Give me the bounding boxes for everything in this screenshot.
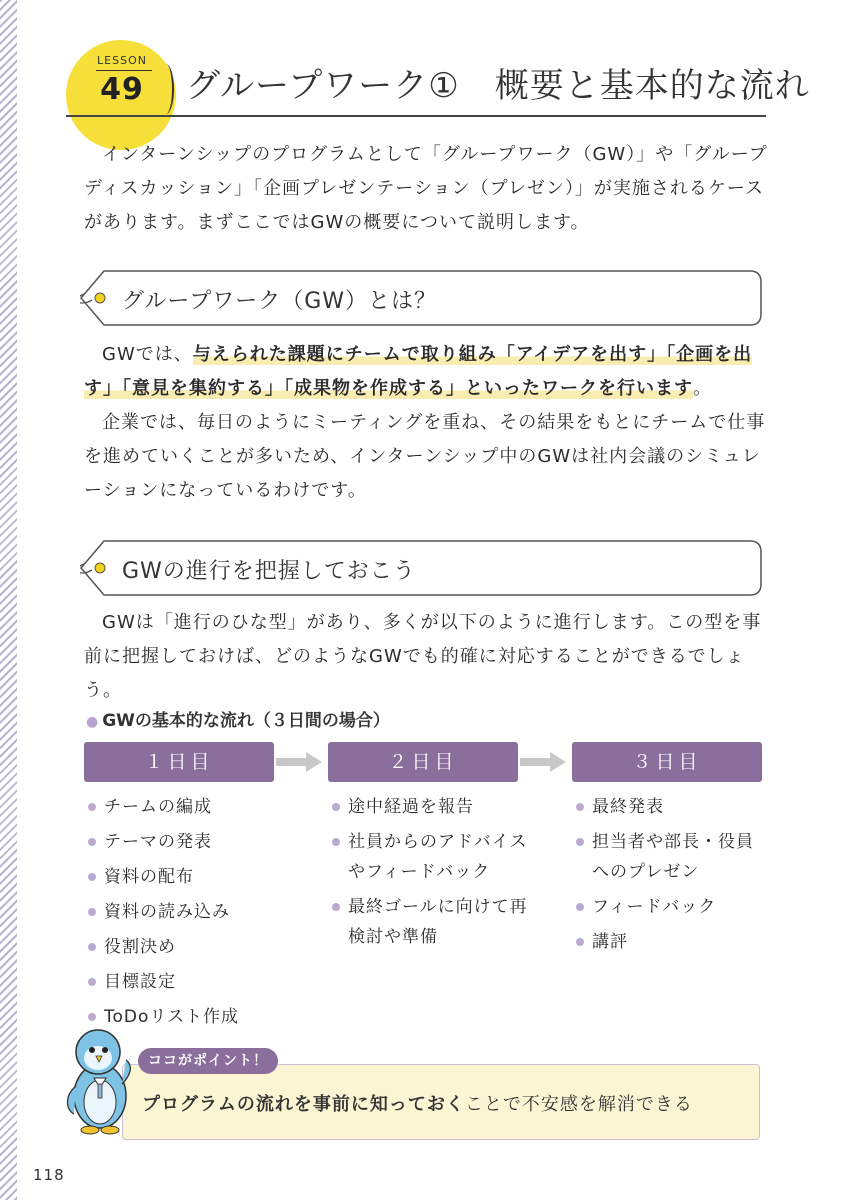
day-3-header: ３日目 [572,742,762,782]
list-item: 最終発表 [576,792,768,822]
flow-label-text: GWの基本的な流れ（３日間の場合） [102,711,390,731]
point-tab: ココがポイント！ [138,1048,278,1074]
list-item: 途中経過を報告 [332,792,532,822]
list-item: 最終ゴールに向けて再検討や準備 [332,892,532,952]
list-item: テーマの発表 [88,827,268,857]
section-heading-what-is-gw: グループワーク（GW）とは？ [122,289,438,314]
point-rest-text: ことで不安感を解消できる [464,1094,693,1115]
intro-paragraph: インターンシップのプログラムとして「グループワーク（GW）」や「グループディスカッション」「企画プレゼンテーション（プレゼン）」が実施されるケースがあります。まずここではGWの概要について説明します。 [84,144,768,233]
gw-definition-highlight: 与えられた課題にチームで取り組み「アイデアを出す」「企画を出す」「意見を集約する」「成果物を作成する」といったワークを行います [84,344,753,399]
list-item: 資料の配布 [88,862,268,892]
page-title: グループワーク① 概要と基本的な流れ [186,66,810,106]
point-bold-text: プログラムの流れを事前に知っておく [142,1094,465,1115]
penguin-mascot-icon [60,1026,140,1136]
day-1-header: １日目 [84,742,274,782]
title-rule [66,115,766,117]
gw-definition-paragraph [84,338,768,406]
company-context-paragraph: 企業では、毎日のようにミーティングを重ね、その結果をもとにチームで仕事を進めていくことが多いため、インターンシップ中のGWは社内会議のシミュレーションになっているわけです。 [84,412,766,501]
day-3-list [576,792,768,962]
gw-progress-paragraph: GWは「進行のひな型」があり、多くが以下のように進行します。この型を事前に把握しておけば、どのようなGWでも的確に対応することができるでしょう。 [84,612,762,701]
gw-definition-lead: GWでは、 [102,344,193,365]
day-2-header: ２日目 [328,742,518,782]
flow-label [86,706,390,731]
day-1-list [88,792,268,1037]
lesson-number: 49 [100,72,144,107]
page-number: 118 [33,1166,65,1184]
section-heading-gw-progress: GWの進行を把握しておこう [122,559,416,584]
list-item: 目標設定 [88,967,268,997]
list-item: 資料の読み込み [88,897,268,927]
list-item: 担当者や部長・役員へのプレゼン [576,827,768,887]
bullet-icon: ● [86,714,99,730]
gw-definition-end: 。 [693,378,712,399]
list-item: フィードバック [576,892,768,922]
title-bracket [158,64,174,114]
day-2-list [332,792,532,957]
arrow-right-icon [520,752,566,772]
page-edge-stripe [0,0,17,1200]
lesson-label: LESSON [97,54,147,67]
arrow-right-icon [276,752,322,772]
list-item: ToDoリスト作成 [88,1002,268,1032]
list-item: 社員からのアドバイスやフィードバック [332,827,532,887]
list-item: チームの編成 [88,792,268,822]
list-item: 講評 [576,927,768,957]
lesson-divider [96,70,152,71]
point-text [142,1090,693,1116]
list-item: 役割決め [88,932,268,962]
